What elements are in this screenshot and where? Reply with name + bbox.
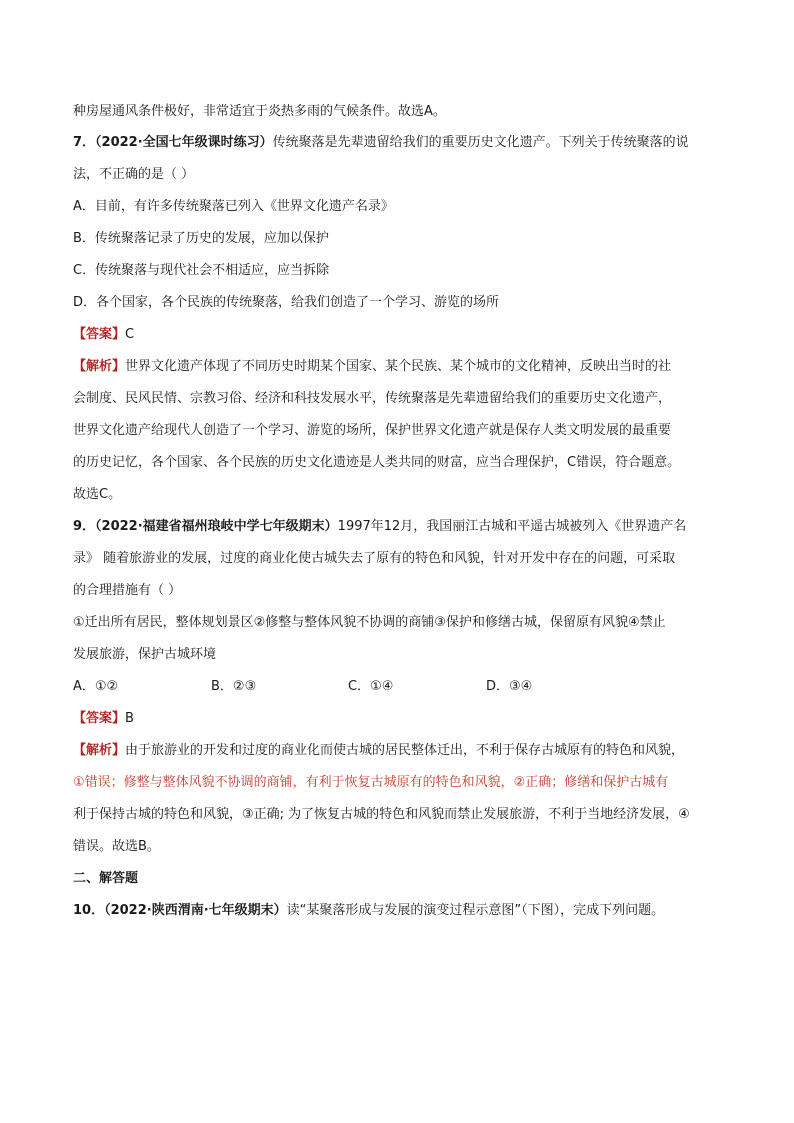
q7-stem-text: 传统聚落是先辈遗留给我们的重要历史文化遗产。下列关于传统聚落的说 — [272, 135, 689, 150]
q10-number: 10． — [73, 903, 105, 918]
q7-option-a: A．目前，有许多传统聚落已列入《世界文化遗产名录》 — [73, 199, 394, 214]
q9-analysis-line1 — [73, 743, 754, 759]
q10-stem — [73, 903, 754, 919]
q7-stem-line2: 法，不正确的是（ ） — [73, 167, 195, 182]
q9-answer-tag: 【答案】 — [73, 711, 126, 726]
q9-option-d: D．③④ — [486, 679, 533, 694]
q9-analysis-text1: 由于旅游业的开发和过度的商业化而使古城的居民整体迁出，不利于保存古城原有的特色和风貌， — [125, 743, 685, 758]
q9-stem-line3: 的合理措施有（ ） — [73, 583, 182, 598]
q7-analysis-line3: 世界文化遗产给现代人创造了一个学习、游览的场所，保护世界文化遗产就是保存人类文明发展的最重要 — [73, 423, 672, 438]
q9-answer — [73, 711, 754, 727]
q7-option-b: B．传统聚落记录了历史的发展，应加以保护 — [73, 231, 329, 246]
q7-answer — [73, 327, 754, 343]
q7-stem-line1 — [73, 135, 754, 151]
q7-source: （2022·全国七年级课时练习） — [95, 135, 273, 150]
q7-analysis-line1 — [73, 359, 754, 375]
q9-analysis-line3: 利于保持古城的特色和风貌，③正确; 为了恢复古城的特色和风貌而禁止发展旅游，不利于当地经济发展，④ — [73, 807, 690, 822]
q7-analysis-tag: 【解析】 — [73, 359, 126, 374]
q7-answer-tag: 【答案】 — [73, 327, 126, 342]
q9-stem-line2: 录》 随着旅游业的发展，过度的商业化使古城失去了原有的特色和风貌，针对开发中存在的问题，可采取 — [73, 551, 676, 566]
q9-source: （2022·福建省福州琅岐中学七年级期末） — [95, 519, 338, 534]
q10-stem-text: 读“某聚落形成与发展的演变过程示意图”（下图），完成下列问题。 — [286, 903, 665, 918]
q9-analysis-line4: 错误。故选B。 — [73, 839, 160, 854]
q9-analysis-line2: ①错误；修整与整体风貌不协调的商铺，有利于恢复古城原有的特色和风貌，②正确；修缮和保护古城有 — [73, 775, 669, 790]
q7-analysis-line5: 故选C。 — [73, 487, 122, 502]
q9-choices-line1: ①迁出所有居民，整体规划景区②修整与整体风貌不协调的商铺③保护和修缮古城，保留原有风貌④禁止 — [73, 615, 666, 630]
q9-stem-line1 — [73, 519, 754, 535]
q7-option-c: C．传统聚落与现代社会不相适应，应当拆除 — [73, 263, 330, 278]
q7-analysis-line2: 会制度、民风民情、宗教习俗、经济和科技发展水平，传统聚落是先辈遗留给我们的重要历史文化遗产， — [73, 391, 672, 406]
q9-choices-line2: 发展旅游，保护古城环境 — [73, 647, 217, 662]
q7-option-d: D．各个国家，各个民族的传统聚落，给我们创造了一个学习、游览的场所 — [73, 295, 500, 310]
q9-answer-value: B — [125, 711, 134, 726]
q7-answer-value: C — [125, 327, 135, 342]
q9-analysis-tag: 【解析】 — [73, 743, 126, 758]
q9-option-a: A．①② — [73, 679, 119, 694]
q7-analysis-line4: 的历史记忆，各个国家、各个民族的历史文化遗迹是人类共同的财富，应当合理保护，C错误，符合题意。 — [73, 455, 681, 470]
q9-option-b: B．②③ — [211, 679, 257, 694]
q7-number: 7． — [73, 135, 96, 150]
q9-stem-text: 1997年12月，我国丽江古城和平遥古城被列入《世界遗产名 — [337, 519, 687, 534]
q9-number: 9． — [73, 519, 96, 534]
q7-analysis-text1: 世界文化遗产体现了不同历史时期某个国家、某个民族、某个城市的文化精神，反映出当时的社 — [125, 359, 672, 374]
prev-answer-end: 种房屋通风条件极好，非常适宜于炎热多雨的气候条件。故选A。 — [73, 104, 446, 119]
q9-option-c: C．①④ — [348, 679, 394, 694]
q10-source: （2022·陕西渭南·七年级期末） — [104, 903, 287, 918]
section-heading: 二、解答题 — [73, 871, 139, 886]
